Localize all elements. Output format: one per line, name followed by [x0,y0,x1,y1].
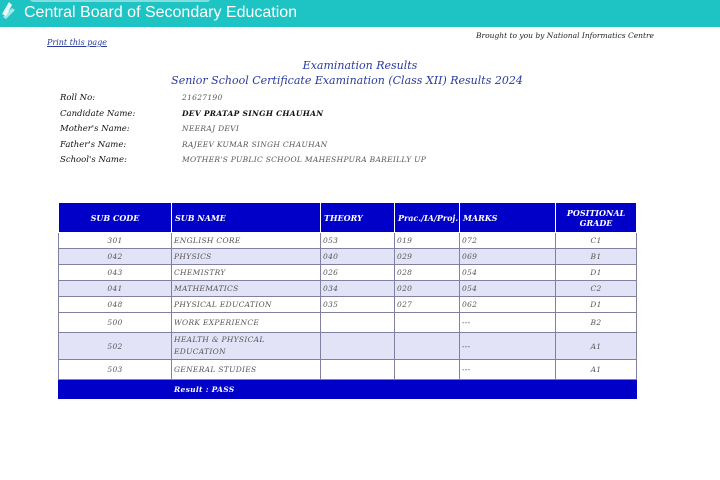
theory-marks: 035 [321,297,395,313]
result-spacer [59,380,172,399]
table-header-row [59,203,637,233]
sub-name: GENERAL STUDIES [172,360,321,380]
total-marks: --- [460,313,556,333]
table-row [59,249,637,265]
total-marks: 054 [460,281,556,297]
col-practical: Prac./IA/Proj. [395,203,460,233]
col-theory: THEORY [321,203,395,233]
grade: D1 [556,265,637,281]
practical-marks [395,313,460,333]
sub-name: MATHEMATICS [172,281,321,297]
table-row [59,281,637,297]
sub-code: 301 [59,233,172,249]
sub-name: PHYSICS [172,249,321,265]
grade: C2 [556,281,637,297]
practical-marks: 029 [395,249,460,265]
theory-marks: 026 [321,265,395,281]
result-status: Result : PASS [172,380,637,399]
nic-credit: Brought to you by National Informatics Centre [476,31,654,40]
practical-marks [395,333,460,360]
father-name-label: Father's Name: [60,140,127,150]
candidate-name-value: DEV PRATAP SINGH CHAUHAN [182,109,324,118]
candidate-name-label: Candidate Name: [60,109,136,119]
total-marks: --- [460,333,556,360]
sub-name: HEALTH & PHYSICAL EDUCATION [172,333,321,360]
sub-name: ENGLISH CORE [172,233,321,249]
practical-marks: 028 [395,265,460,281]
table-row [59,233,637,249]
sub-code: 043 [59,265,172,281]
exam-title: Senior School Certificate Examination (Class XII) Results 2024 [171,74,523,87]
school-name-value: MOTHER'S PUBLIC SCHOOL MAHESHPURA BAREILLY UP [182,155,427,164]
school-name-label: School's Name: [60,155,127,165]
table-row [59,297,637,313]
grade: D1 [556,297,637,313]
grade: A1 [556,360,637,380]
total-marks: --- [460,360,556,380]
theory-marks [321,360,395,380]
practical-marks: 027 [395,297,460,313]
sub-code: 048 [59,297,172,313]
site-header [0,0,720,27]
theory-marks [321,313,395,333]
page-title: Examination Results [302,59,418,72]
mother-name-label: Mother's Name: [60,124,130,134]
sub-name: PHYSICAL EDUCATION [172,297,321,313]
sub-code: 041 [59,281,172,297]
sub-name: CHEMISTRY [172,265,321,281]
col-sub-code: SUB CODE [59,203,172,233]
practical-marks: 019 [395,233,460,249]
sub-code: 042 [59,249,172,265]
cutoff-text-fragment [190,474,590,480]
total-marks: 062 [460,297,556,313]
sub-code: 500 [59,313,172,333]
cbse-logo-icon [0,0,20,20]
theory-marks [321,333,395,360]
total-marks: 054 [460,265,556,281]
grade: B1 [556,249,637,265]
table-row [59,265,637,281]
practical-marks: 020 [395,281,460,297]
table-row [59,333,637,360]
sub-name: WORK EXPERIENCE [172,313,321,333]
father-name-value: RAJEEV KUMAR SINGH CHAUHAN [182,140,328,149]
sub-code: 502 [59,333,172,360]
result-row [59,380,637,399]
table-row [59,360,637,380]
col-sub-name: SUB NAME [172,203,321,233]
grade: A1 [556,333,637,360]
theory-marks: 053 [321,233,395,249]
sub-code: 503 [59,360,172,380]
col-marks: MARKS [460,203,556,233]
results-table [58,202,637,399]
grade: C1 [556,233,637,249]
table-row [59,313,637,333]
header-overflow-text [30,0,210,2]
print-page-link[interactable]: Print this page [47,38,107,47]
theory-marks: 040 [321,249,395,265]
mother-name-value: NEERAJ DEVI [182,124,240,133]
theory-marks: 034 [321,281,395,297]
site-title: Central Board of Secondary Education [24,4,298,21]
grade: B2 [556,313,637,333]
total-marks: 069 [460,249,556,265]
roll-no-label: Roll No: [60,93,96,103]
total-marks: 072 [460,233,556,249]
practical-marks [395,360,460,380]
roll-no-value: 21627190 [182,93,223,102]
col-grade: POSITIONAL GRADE [556,203,637,233]
